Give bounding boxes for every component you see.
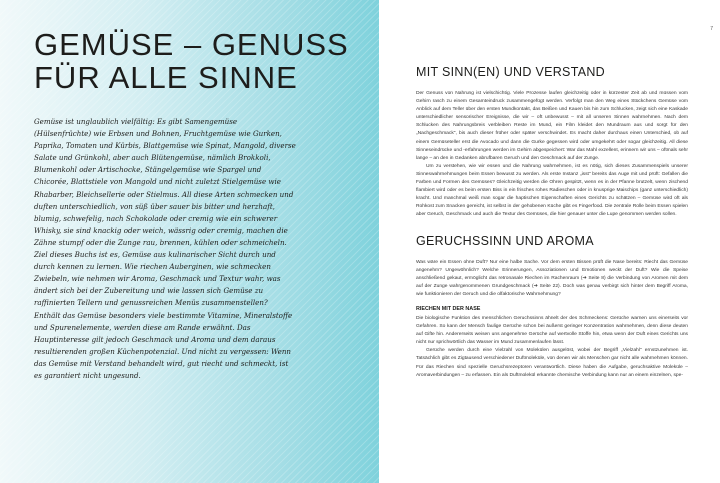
body-paragraph: Die biologische Funktion des menschlichen Geruchssinns ähnelt der des Schmeckens: Gerüche warnen uns einerseits vor Gefahren. So kann der Mensch faulige Gerüche schon bei äußerst geringer Konzentration wahrnehmen, denn diese deuten auf Gifte hin. Andererseits weisen uns angenehme Gerüche auf wertvolle Stoffe hin, etwa wenn der Duft eines Gerichts uns nicht nur sprichwörtlich das Wasser im Mund zusammenlaufen lässt.: [416, 315, 688, 346]
text-column: [416, 65, 688, 380]
body-paragraph: Um zu verstehen, wie wir essen und die Nahrung wahrnehmen, ist es nötig, sich dieses Zusammenspiels unserer Sinneswahrnehmungen beim Essen bewusst zu werden. Als erste Instanz „isst" bereits das Auge mit und prüft: Gefallen die Farben und Formen des Gemüses? Gleichzeitig werden die Ohren gespitzt, wenn es in der Pfanne brutzelt, wenn zischend flambiert wird oder es beim ersten Biss in ein frisches rohes Radieschen oder in knusprige Maischips (ganz unterschiedlich) kracht. Und manchmal weiß man sogar die haptischen Eigenschaften eines Gerichts zu schätzen – Gemüse wird oft als Rohkost zum Snacken gereicht, ist selbst in der gehobenen Küche gibt es Fingerfood. Die zentrale Rolle beim Essen spielen aber Geruch, Geschmack und auch die Textur des Gemüses, die hier genauer unter die Lupe genommen werden sollen.: [416, 163, 688, 218]
right-page: [379, 0, 720, 483]
section-heading-geruchssinn: GERUCHSSINN UND AROMA: [416, 233, 594, 248]
page-number: 7: [710, 26, 713, 32]
body-paragraph: Gerüche werden durch eine Vielzahl von Molekülen ausgelöst, wobei der Begriff „Vielzahl" ernstzunehmen ist. Tatsächlich gibt es Zigtausend verschiedener Duftmoleküle, von denen wir als Menschen gar nicht alle wahrnehmen können. Für das Riechen sind spezielle Geruchsrezeptoren verantwortlich. Diese haben die Aufgabe, geruchsaktive Moleküle – Aromaverbindungen – zu erfassen. Ein als Duftmolekül erkannte chemische Verbindung kann nur an einem einzelnen, spe-: [416, 348, 688, 378]
chapter-title: [34, 28, 364, 94]
intro-paragraph-1: Gemüse ist unglaublich vielfältig: Es gibt Samengemüse (Hülsenfrüchte) wie Erbsen und Bohnen, Fruchtgemüse wie Gurken, Paprika, Tomaten und Kürbis, Blattgemüse wie Spinat, Mangold, diverse Salate und Grünkohl, aber auch Blütengemüse, nämlich Brokkoli, Blumenkohl oder Artischocke, Stängelgemüse wie Spargel und Chicorée, Blattstiele von Mangold und nicht zuletzt Stielgemüse wie Rhabarber, Bleichsellerie oder Stielmus. All diese Arten schmecken und duften unterschiedlich, von süß über sauer bis bitter und herzhaft, blumig, schwefelig, nach Schokolade oder cremig wie ein schwerer Whisky, sie sind knackig oder weich, wässrig oder cremig, machen die Zähne stumpf oder die Zunge rau, brennen, kühlen oder schmeicheln.: [34, 117, 296, 247]
subsection-heading-riechen: RIECHEN MIT DER NASE: [416, 305, 481, 312]
intro-paragraph-2: Ziel dieses Buchs ist es, Gemüse aus kulinarischer Sicht durch und durch kennen zu lernen. Wie riechen Auberginen, wie schmecken Zwiebeln, wie nehmen wir Aroma, Geschmack und Textur wahr, was ändert sich bei der Zubereitung und wie lassen sich Gemüse zu raffinierten Tellern und genussreichen Menüs zusammenstellen? Enthält das Gemüse besonders viele bestimmte Vitamine, Mineralstoffe und Spurenelemente, werden diese am Rande erwähnt. Das Hauptinteresse gilt jedoch Geschmack und Aroma und dem daraus resultierenden großen Küchenpotenzial. Und nicht zu vergessen: Wenn das Gemüse mit Verstand behandelt wird, gut riecht und schmeckt, ist es garantiert nicht ungesund.: [34, 250, 293, 380]
chapter-title-line-2: FÜR ALLE SINNE: [34, 60, 298, 95]
section-heading-sinne: MIT SINN(EN) UND VERSTAND: [416, 65, 605, 79]
body-paragraph: Der Genuss von Nahrung ist vielschichtig. Viele Prozesse laufen gleichzeitig oder in kürzester Zeit ab und müssen vom Gehirn rasch zu einem Gesamteindruck zusammengefügt werden. Verfolgt man den Weg eines Stückchens Gemüse vom Anblick auf dem Teller über den ersten Mundkontakt, das Beißen und Kauen bis hin zum Schlucken, zeigt sich eine Kaskade unterschiedlicher sensorischer Ereignisse, die wir – oft unbewusst – mit all unseren Sinnen wahrnehmen. Nach dem Schlucken des Nahrungsbreis verbleiben Reste im Mund, ein Film kleidet den Mundraum aus und sorgt für den „Nachgeschmack", bis auch dieser früher oder später verschwindet. Es macht daher durchaus einen Unterschied, ob auf einem Gemüseteller erst die Avocado und dann die Gurke gegessen wird oder umgekehrt oder sogar gleichzeitig. All diese Sinneseindrücke und -erfahrungen werden im Gehirn abgespeichert: War das Mahl exzellent, erinnern wir uns – oftmals sehr lange – an den in Gedanken abrufbaren Geruch und den Geschmack auf der Zunge.: [416, 91, 688, 161]
chapter-title-line-1: GEMÜSE – GENUSS: [34, 27, 349, 62]
body-paragraph: Was wäre ein Essen ohne Duft? Nur eine halbe Sache. Vor dem ersten Bissen prüft die Nase bereits: Riecht das Gemüse angenehm? Ungewöhnlich? Welche Erinnerungen, Assoziationen und Emotionen weckt der Duft? Wie die Speise anschließend gekaut, ermöglicht das retronasale Riechen im Rachenraum (➔ Seite 8) die Verbindung von Aromen mit dem auf der Zunge wahrgenommenen Grundgeschmack (➔ Seite 22). Doch was genau verbirgt sich hinter dem Begriff Aroma, wie funktionieren der Geruch und die olfaktorische Wahrnehmung?: [416, 259, 688, 297]
intro-text: [34, 116, 296, 382]
